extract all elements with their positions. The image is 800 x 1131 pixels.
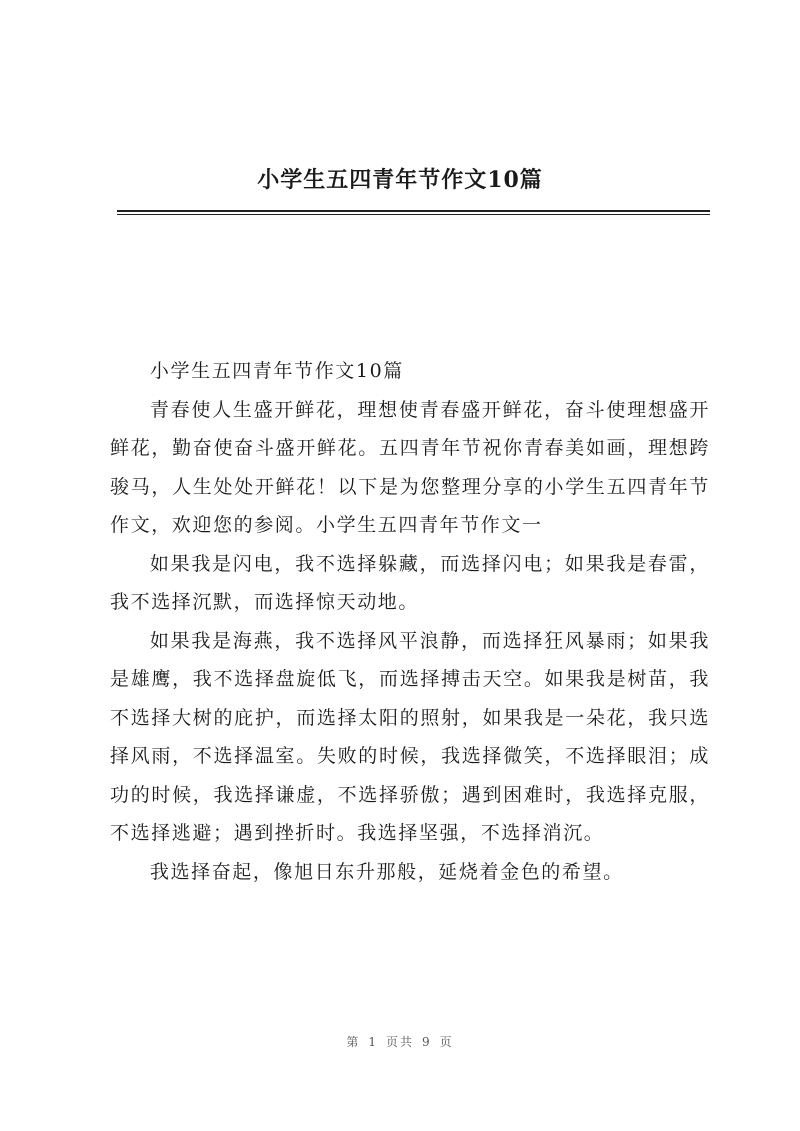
body-paragraph-heading: 小学生五四青年节作文10篇 bbox=[149, 360, 404, 382]
footer-suffix: 页 bbox=[439, 1035, 454, 1049]
footer-prefix: 第 bbox=[346, 1035, 361, 1049]
page-footer bbox=[0, 1033, 800, 1050]
body-paragraph: 如果我是闪电，我不选择躲藏，而选择闪电；如果我是春雷，我不选择沉默，而选择惊天动地。 bbox=[110, 552, 710, 613]
document-body bbox=[110, 352, 710, 891]
body-paragraph: 青春使人生盛开鲜花，理想使青春盛开鲜花，奋斗使理想盛开鲜花，勤奋使奋斗盛开鲜花。五四青年节祝你青春美如画，理想跨骏马，人生处处开鲜花！以下是为您整理分享的小学生五四青年节作文，欢迎您的参阅。小学生五四青年节作文一 bbox=[110, 398, 710, 536]
title-divider bbox=[117, 210, 710, 212]
footer-mid: 页共 bbox=[385, 1035, 414, 1049]
footer-page-number: 1 bbox=[368, 1035, 378, 1049]
title-divider-thin bbox=[117, 214, 710, 215]
body-paragraph: 如果我是海燕，我不选择风平浪静，而选择狂风暴雨；如果我是雄鹰，我不选择盘旋低飞，而选择搏击天空。如果我是树苗，我不选择大树的庇护，而选择太阳的照射，如果我是一朵花，我只选择风雨，不选择温室。失败的时候，我选择微笑，不选择眼泪；成功的时候，我选择谦虚，不选择骄傲；遇到困难时，我选择克服，不选择逃避；遇到挫折时。我选择坚强，不选择消沉。 bbox=[110, 629, 710, 844]
body-paragraph: 我选择奋起，像旭日东升那般，延烧着金色的希望。 bbox=[149, 860, 624, 883]
page-title: 小学生五四青年节作文10篇 bbox=[257, 167, 543, 193]
footer-page-total: 9 bbox=[422, 1035, 432, 1049]
